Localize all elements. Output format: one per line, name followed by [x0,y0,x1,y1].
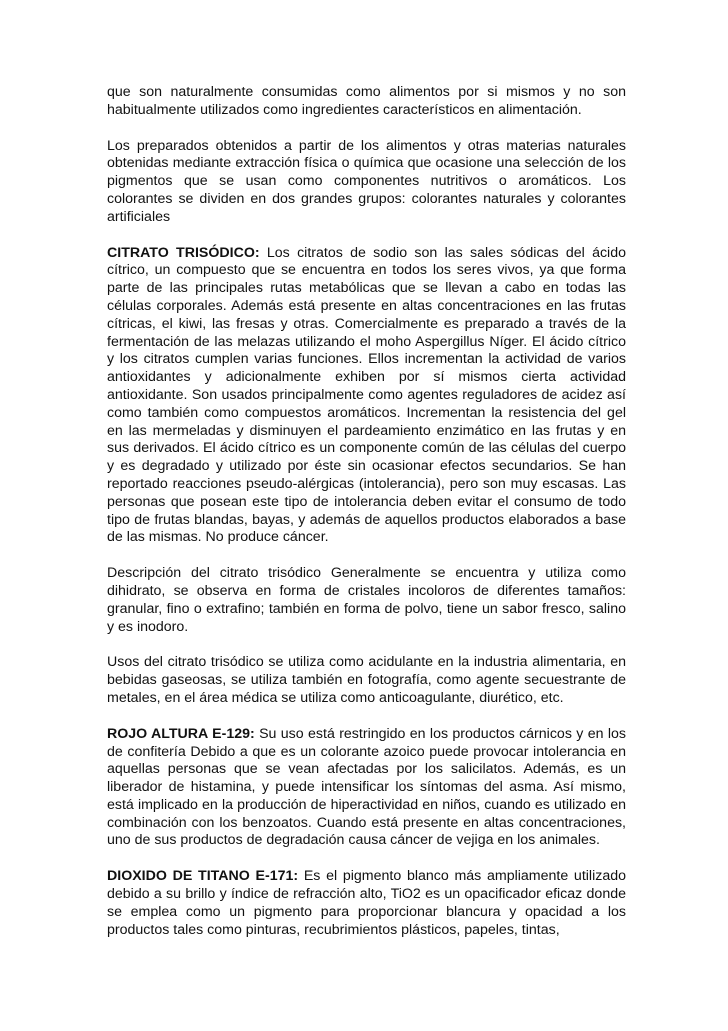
paragraph-text: que son naturalmente consumidas como alimentos por si mismos y no son habitualmente utilizados como ingredientes característicos en alimentación. [107,84,626,118]
section-heading: ROJO ALTURA E-129: [107,725,255,742]
paragraph-text: Los citratos de sodio son las sales sódicas del ácido cítrico, un compuesto que se encuentra en todos los seres vivos, ya que forma parte de las principales rutas metabólicas que se llevan a cabo en todas las células corporales. Además está presente en altas concentraciones en las frutas cítricas, el kiwi, las fresas y otras. Comercialmente es preparado a través de la fermentación de las melazas utilizando el moho Aspergillus Níger. El ácido cítrico y los citratos cumplen varias funciones. Ellos incrementan la actividad de varios antioxidantes y adicionalmente exhiben por sí mismos cierta actividad antioxidante. Son usados principalmente como agentes reguladores de acidez así como también como compuestos aromáticos. Incrementan la resistencia del gel en las mermeladas y disminuyen el pardeamiento enzimático en las frutas y en sus derivados. El ácido cítrico es un componente común de las células del cuerpo y es degradado y utilizado por éste sin ocasionar efectos secundarios. Se han reportado reacciones pseudo-alérgicas (intolerancia), pero son muy escasas. Las personas que posean este tipo de intolerancia deben evitar el consumo de todo tipo de frutas blandas, bayas, y además de aquellos productos elaborados a base de las mismas. No produce cáncer. [107,244,626,546]
paragraph-text: Usos del citrato trisódico se utiliza como acidulante en la industria alimentaria, en bebidas gaseosas, se utiliza también en fotografía, como agente secuestrante de metales, en el área médica se utiliza como anticoagulante, diurético, etc. [107,654,626,706]
section-heading: DIOXIDO DE TITANO E-171: [107,868,299,885]
paragraph-text: Su uso está restringido en los productos cárnicos y en los de confitería Debido a que es un colorante azoico puede provocar intolerancia en aquellas personas que se vean afectadas por los salicilatos. Además, es un liberador de histamina, y puede intensificar los síntomas del asma. Así mismo, está implicado en la producción de hiperactividad en niños, cuando es utilizado en combinación con los benzoatos. Cuando está presente en altas concentraciones, uno de sus productos de degradación causa cáncer de vejiga en los animales. [107,725,626,849]
paragraph-intro-continuation [107,84,626,120]
section-heading: CITRATO TRISÓDICO: [107,244,260,261]
paragraph-text: Descripción del citrato trisódico Generalmente se encuentra y utiliza como dihidrato, se observa en forma de cristales incoloros de diferentes tamaños: granular, fino o extrafino; también en forma de polvo, tiene un sabor fresco, salino y es inodoro. [107,565,626,635]
paragraph-usos-citrato [107,654,626,707]
paragraph-dioxido-titano [107,868,626,939]
paragraph-text: Los preparados obtenidos a partir de los alimentos y otras materias naturales obtenidas mediante extracción física o química que ocasione una selección de los pigmentos que se usan como componentes nutritivos o aromáticos. Los colorantes se dividen en dos grandes grupos: colorantes naturales y colorantes artificiales [107,137,626,225]
paragraph-descripcion-citrato [107,565,626,636]
document-page [107,84,626,957]
paragraph-rojo-allura [107,726,626,851]
paragraph-preparados [107,138,626,227]
paragraph-citrato-trisodico [107,245,626,548]
paragraph-text: Es el pigmento blanco más ampliamente utilizado debido a su brillo y índice de refracción alto, TiO2 es un opacificador eficaz donde se emplea como un pigmento para proporcionar blancura y opacidad a los productos tales como pinturas, recubrimientos plásticos, papeles, tintas, [107,868,626,938]
